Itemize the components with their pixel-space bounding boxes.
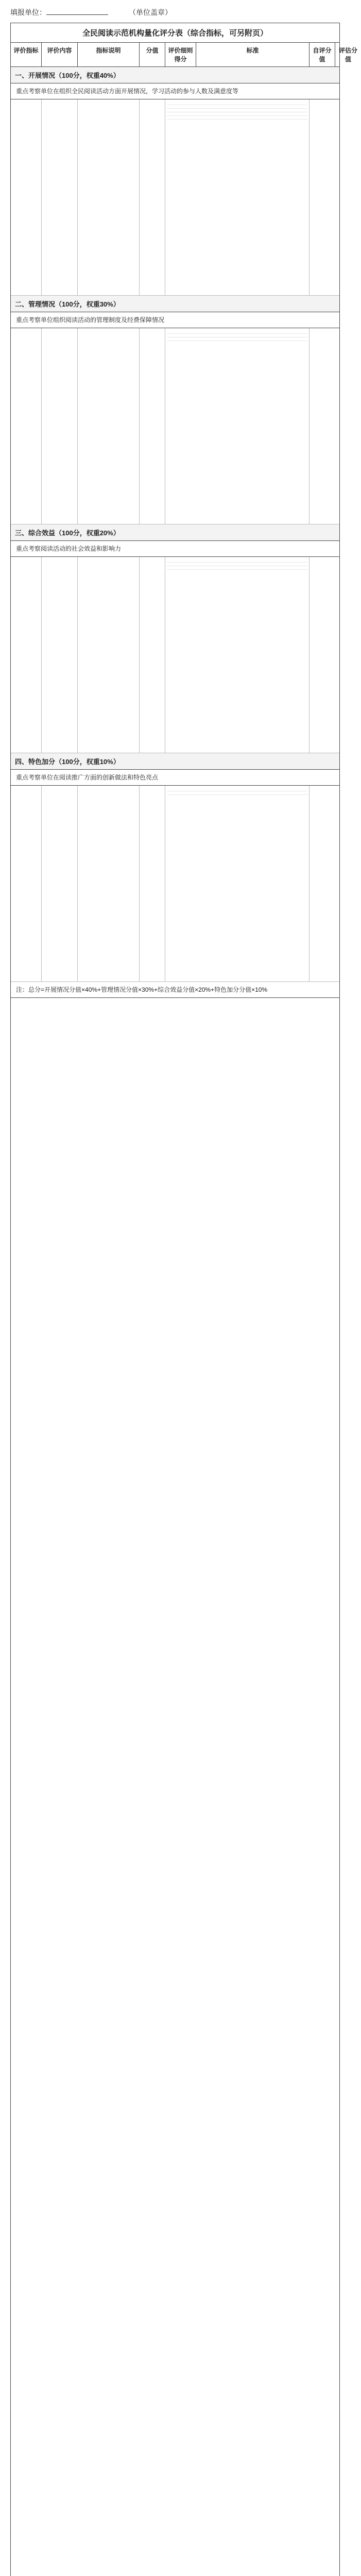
unit-field[interactable] bbox=[46, 14, 108, 15]
section-heading: 一、开展情况（100分，权重40%） bbox=[11, 67, 339, 83]
col-self-score: 自评分值 bbox=[310, 43, 335, 66]
section-description: 重点考察单位在阅读推广方面的创新做法和特色亮点 bbox=[11, 770, 339, 786]
unit-label: 填报单位： bbox=[10, 8, 46, 16]
section-rows bbox=[11, 786, 339, 982]
col-content: 评价内容 bbox=[42, 43, 78, 66]
section-description: 重点考察单位在组织全民阅读活动方面开展情况，学习活动的参与人数及满意度等 bbox=[11, 83, 339, 99]
col-indicator: 评价指标 bbox=[11, 43, 42, 66]
section-description: 重点考察单位组织阅读活动的管理制度及经费保障情况 bbox=[11, 312, 339, 328]
col-rule-score: 评价细则 得分 bbox=[165, 43, 196, 66]
section-rows bbox=[11, 328, 339, 524]
scoring-table bbox=[10, 23, 357, 2576]
form-header bbox=[0, 0, 350, 23]
col-eval-score: 评估分值 bbox=[338, 47, 357, 63]
col-standard: 标准 bbox=[196, 43, 310, 66]
section-heading: 二、管理情况（100分，权重30%） bbox=[11, 296, 339, 312]
column-header-row bbox=[11, 43, 357, 67]
table-title: 全民阅读示范机构量化评分表（综合指标，可另附页） bbox=[11, 23, 339, 43]
table-body bbox=[11, 67, 339, 2576]
footer-note: 注：总分=开展情况分值×40%+管理情况分值×30%+综合效益分值×20%+特色加分分值×10% bbox=[11, 982, 339, 998]
seal-label: （单位盖章） bbox=[129, 8, 172, 16]
col-score: 分值 bbox=[140, 43, 165, 66]
section-heading: 四、特色加分（100分，权重10%） bbox=[11, 753, 339, 770]
section-heading: 三、综合效益（100分，权重20%） bbox=[11, 524, 339, 541]
section-rows bbox=[11, 99, 339, 296]
section-rows bbox=[11, 557, 339, 753]
section-description: 重点考察阅读活动的社会效益和影响力 bbox=[11, 541, 339, 557]
col-description: 指标说明 bbox=[78, 43, 140, 66]
